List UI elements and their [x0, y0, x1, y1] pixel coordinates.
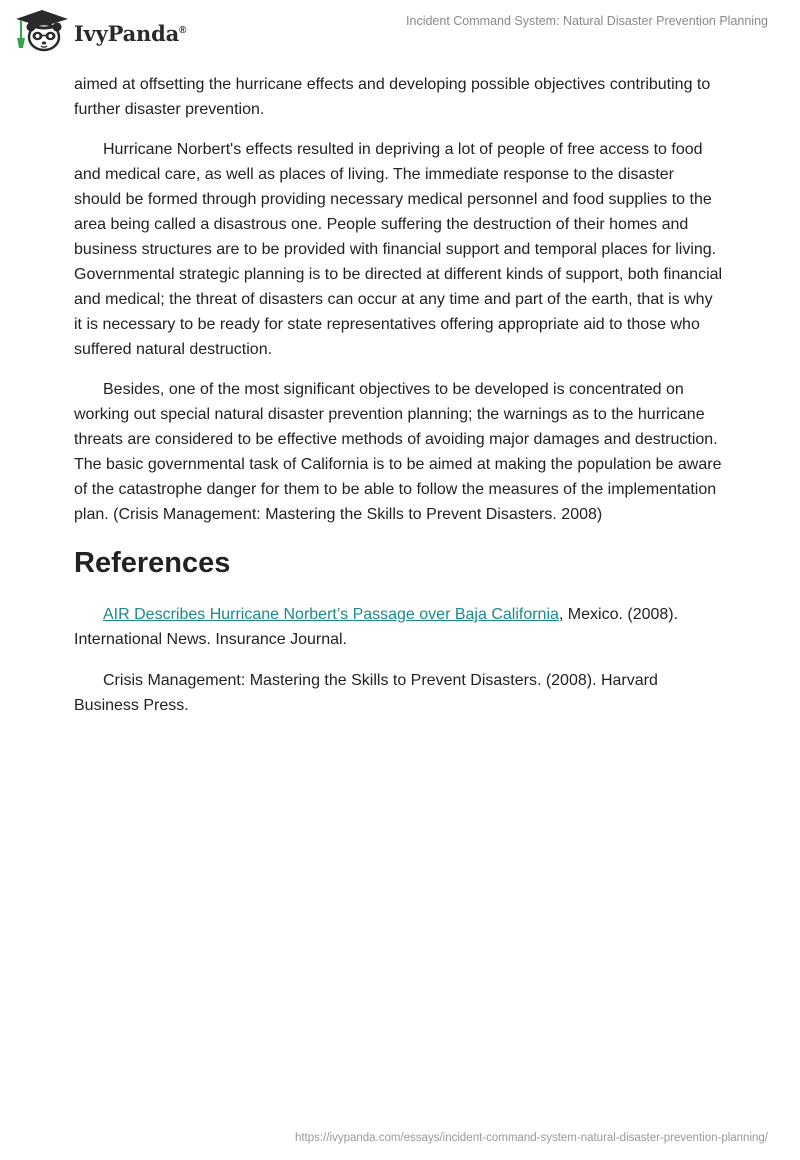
reference-item: [74, 603, 724, 652]
reference-link[interactable]: AIR Describes Hurricane Norbert’s Passage over Baja California: [103, 606, 559, 623]
references-heading: References: [74, 547, 231, 579]
body-paragraph: Besides, one of the most significant objectives to be developed is concentrated on working out special natural disaster prevention planning; the warnings as to the hurricane threats are considered to be effective methods of avoiding major damages and destruction. The basic governmental task of California is to be aimed at making the population be aware of the catastrophe danger for them to be able to follow the measures of the implementation plan. (Crisis Management: Mastering the Skills to Prevent Disasters. 2008): [74, 381, 722, 523]
brand-name: IvyPanda®: [74, 20, 187, 46]
page-source-url: https://ivypanda.com/essays/incident-command-system-natural-disaster-prevention-planning/: [295, 1132, 768, 1144]
reference-item: Crisis Management: Mastering the Skills to Prevent Disasters. (2008). Harvard Business Press.: [74, 672, 658, 714]
document-title: Incident Command System: Natural Disaster Prevention Planning: [406, 14, 768, 28]
brand-logo[interactable]: [12, 8, 186, 54]
page-header: [0, 0, 800, 70]
body-paragraph: aimed at offsetting the hurricane effects and developing possible objectives contributing to further disaster prevention.: [74, 76, 711, 118]
essay-content: [74, 72, 724, 735]
panda-graduate-icon: [12, 8, 72, 54]
body-paragraph: Hurricane Norbert's effects resulted in depriving a lot of people of free access to food and medical care, as well as places of living. The immediate response to the disaster should be formed through providing necessary medical personnel and food supplies to the area being called a disastrous one. People suffering the destruction of their homes and business structures are to be provided with financial support and temporal places for living. Governmental strategic planning is to be directed at different kinds of support, both financial and medical; the threat of disasters can occur at any time and part of the earth, that is why it is necessary to be ready for state representatives offering appropriate aid to those who suffered natural destruction.: [74, 141, 723, 358]
reference-citation: , Mexico. (2008). International News. Insurance Journal.: [74, 606, 679, 648]
